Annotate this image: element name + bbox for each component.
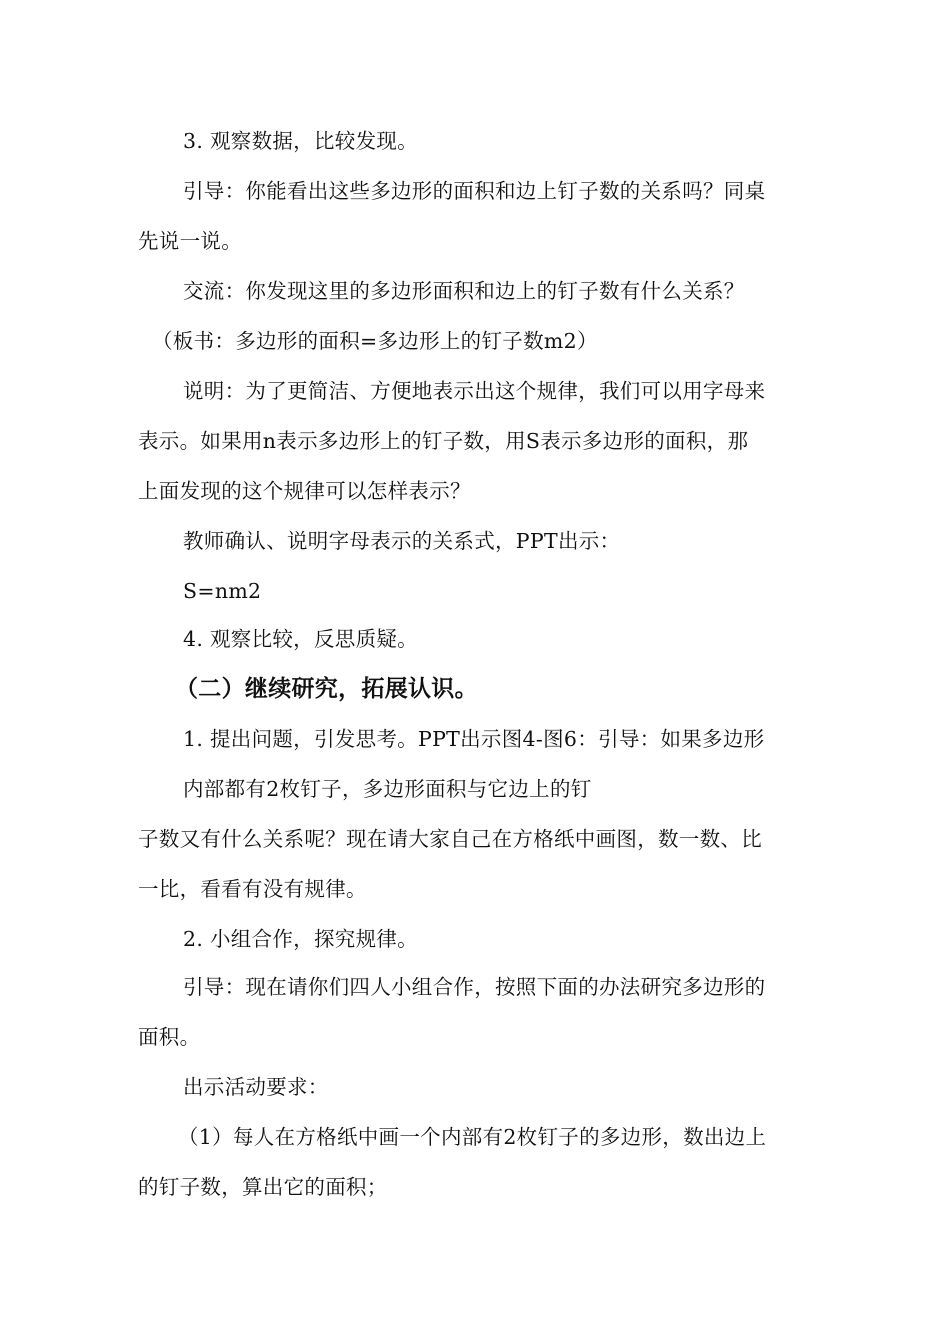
step-4-heading: 4. 观察比较，反思质疑。 [183,627,418,651]
explain-paragraph-line-3: 上面发现的这个规律可以怎样表示？ [138,479,471,503]
guide-2-line-1: 引导：现在请你们四人小组合作，按照下面的办法研究多边形的 [183,975,766,999]
guide-2-line-2: 面积。 [138,1025,201,1049]
teacher-paragraph: 教师确认、说明字母表示的关系式，PPT出示： [183,529,621,553]
step-3-heading: 3. 观察数据，比较发现。 [183,129,418,153]
exchange-paragraph: 交流：你发现这里的多边形面积和边上的钉子数有什么关系？ [183,279,745,303]
guide-paragraph-line-1: 引导：你能看出这些多边形的面积和边上钉子数的关系吗？同桌 [183,179,766,203]
requirement-1-line-2: 的钉子数，算出它的面积； [138,1175,388,1199]
explain-paragraph-line-1: 说明：为了更简洁、方便地表示出这个规律，我们可以用字母来 [183,379,766,403]
question-1-line-1: 1. 提出问题，引发思考。PPT出示图4-图6：引导：如果多边形 [183,727,765,751]
step-2-heading: 2. 小组合作，探究规律。 [183,927,418,951]
question-1-line-2: 内部都有2枚钉子，多边形面积与它边上的钉 [183,777,592,801]
question-1-line-3: 子数又有什么关系呢？现在请大家自己在方格纸中画图，数一数、比 [138,827,762,851]
section-2-heading: （二）继续研究，拓展认识。 [175,676,478,702]
explain-paragraph-line-2: 表示。如果用n表示多边形上的钉子数，用S表示多边形的面积，那 [138,429,749,453]
question-1-line-4: 一比，看看有没有规律。 [138,877,367,901]
board-note: （板书：多边形的面积=多边形上的钉子数m2） [152,329,598,353]
activity-requirements-label: 出示活动要求： [183,1075,329,1099]
requirement-1-line-1: （1）每人在方格纸中画一个内部有2枚钉子的多边形，数出边上 [178,1125,767,1149]
guide-paragraph-line-2: 先说一说。 [138,229,242,253]
formula-text: S=nm2 [183,579,262,603]
